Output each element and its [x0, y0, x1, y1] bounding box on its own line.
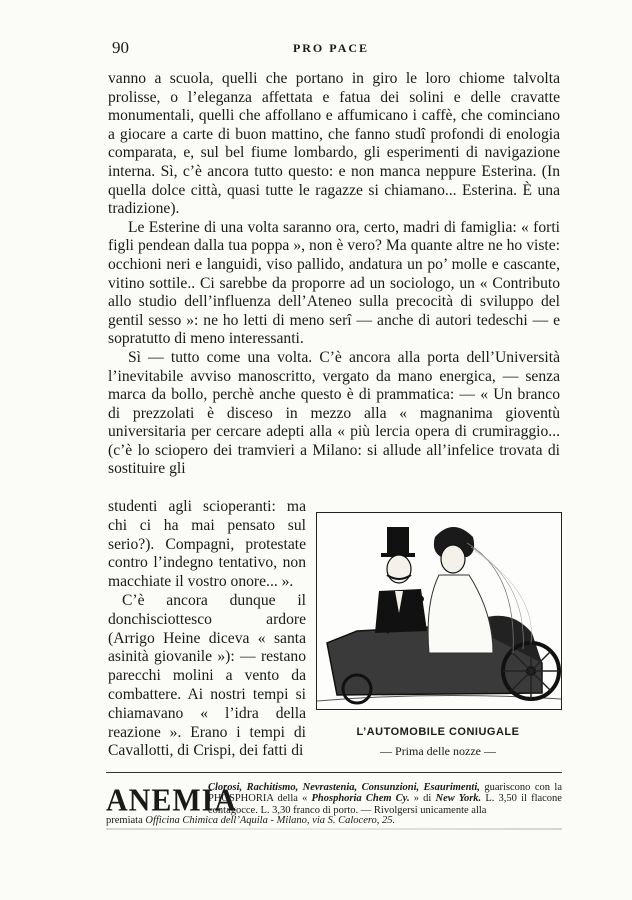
ad-italic-ailments: Clorosi, Rachitismo, Nevrastenia, Consunzioni, Esaurimenti, — [208, 782, 480, 793]
ad-text-part-1: guariscono con la PHOSPHORIA della « — [208, 782, 563, 805]
running-title: PRO PACE — [292, 41, 370, 55]
advertisement-address — [106, 815, 562, 827]
advertisement — [106, 780, 562, 828]
ad-address-italic: Officina Chimica dell’Aquila - Milano, via S. Calocero, 25. — [145, 815, 396, 826]
bottom-rule — [106, 828, 562, 830]
page-header — [100, 38, 562, 58]
paragraph-3: Sì — tutto come una volta. C’è ancora alla porta dell’Università l’inevitabile avviso manoscritto, vergato da mano energica, — senza marca da bollo, perchè anche questo è di prammatica: — « Un branco di prezzolati è disceso in mezzo alla « magnanima gioventù universitaria per cercare adepti alla « più lercia opera di crumiraggio... (c’è lo sciopero dei tramvieri a Milano: si allude all’infelice trovata di sostituire gli — [108, 348, 560, 478]
automobile-illustration — [317, 513, 561, 709]
narrow-paragraph-1: studenti agli scioperanti: ma chi ci ha mai pensato sul serio?). Compagni, protestate contro l’indegno tentativo, non macchiate il vostro onore... ». — [108, 498, 306, 591]
groom-figure — [375, 527, 427, 633]
main-text-column — [108, 70, 560, 479]
advertisement-top-rule — [106, 772, 562, 773]
ad-address-prefix: premiata — [106, 815, 146, 826]
narrow-text-column — [108, 498, 306, 761]
page-number: 90 — [112, 38, 129, 57]
illustration-frame — [316, 512, 562, 710]
ad-text-part-3: L. 3,50 il flacone contagocce. L. 3,30 franco di porto. — Rivolgersi unicamente alla — [208, 793, 562, 816]
ad-text-part-2: » di — [409, 793, 436, 805]
paragraph-1: vanno a scuola, quelli che portano in giro le loro chiome talvolta prolisse, o l’eleganza affettata e fatua dei solini e delle cravatte monumentali, quelli che affollano e affumicano i caffè, che cominciano a giocare a carte di buon mattino, che fanno studî profondi di enologia comparata, e, sul bel fiume lombardo, gli esperimenti di navigazione interna. Sì, c’è ancora tutto questo: e non manca neppure Esterina. (In quella dolce città, quasi tutte le ragazze si chiamano... Esterina. È una tradizione). — [108, 70, 560, 218]
advertisement-brand: ANEMIA — [106, 783, 237, 818]
ad-italic-city: New York. — [435, 793, 482, 805]
paragraph-2: Le Esterine di una volta saranno ora, certo, madri di famiglia: « forti figli pendean dalla tua poppa », non è vero? Ma quante altre ne ho viste: occhioni neri e languidi, viso pallido, andatura un po’ molle e cascante, vitino sottile.. Ci sarebbe da proporre ad un sociologo, un « Contributo allo studio dell’influenza dell’Ateneo sulla precocità di sviluppo del gentil sesso »: ne ho letti di meno serî — anche di autori tedeschi — e sopratutto di meno interessanti. — [108, 218, 560, 348]
illustration-figure — [316, 512, 560, 770]
figure-subcaption: — Prima delle nozze — — [380, 744, 496, 758]
figure-caption: L’AUTOMOBILE CONIUGALE — [356, 726, 520, 738]
narrow-paragraph-2: C’è ancora dunque il donchisciottesco ardore (Arrigo Heine diceva « santa asinità giovanile »): — restano parecchi molini a vento da combattere. Ai nostri tempi si chiamavano « l’idra della reazione ». Erano i tempi di Cavallotti, di Crispi, dei fatti di — [108, 591, 306, 760]
advertisement-text — [208, 782, 562, 816]
rear-wheel — [503, 643, 559, 699]
ad-italic-company: Phosphoria Chem Cy. — [311, 793, 410, 805]
